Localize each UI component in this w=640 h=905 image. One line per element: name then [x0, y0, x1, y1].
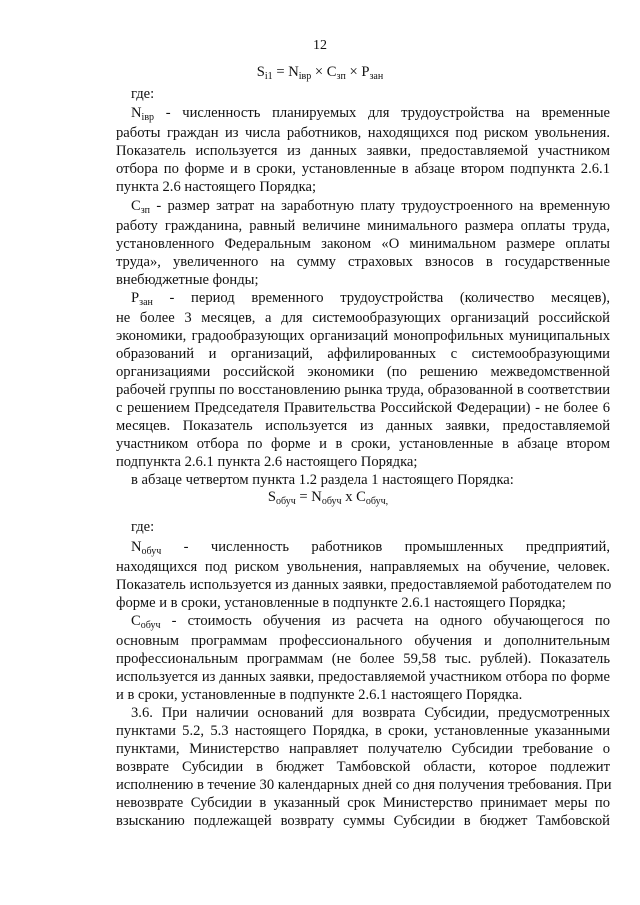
paragraph-line: Показатель используется из данных заявки, предоставляемой участником [116, 143, 610, 159]
paragraph-line: исполнению в течение 30 календарных дней со дня получения требования. При [116, 777, 612, 793]
paragraph-amendment-intro: в абзаце четвертом пункта 1.2 раздела 1 настоящего Порядка: [131, 472, 514, 488]
paragraph-line: образований и организаций, аффилированных с системообразующими [116, 346, 610, 362]
paragraph-line: подпункта 2.6.1 пункта 2.6 настоящего Порядка; [116, 454, 418, 470]
paragraph-line: Показатель используется из данных заявки, предоставляемой работодателем по [116, 577, 612, 593]
paragraph-line: основным программам профессионального обучения и дополнительным [116, 633, 610, 649]
paragraph-line: профессиональным программам (не более 59,58 тыс. рублей). Показатель [116, 651, 610, 667]
paragraph-line: отбора по форме и в сроки, установленные в абзаце втором подпункта 2.6.1 [116, 161, 610, 177]
paragraph-line: форме и в сроки, установленные в подпункте 2.6.1 настоящего Порядка; [116, 595, 566, 611]
paragraph-line: невозврате Субсидии в указанный срок Министерство принимает меры по [116, 795, 610, 811]
paragraph-line: взысканию подлежащей возврату суммы Субсидии в бюджет Тамбовской [116, 813, 610, 829]
paragraph-line: пункта 2.6 настоящего Порядка; [116, 179, 317, 195]
paragraph-line: экономики, градообразующих организаций монопрофильных муниципальных [116, 328, 610, 344]
paragraph-line: и в сроки, установленные в подпункте 2.6.1 настоящего Порядка. [116, 687, 523, 703]
paragraph-line: находящихся под риском увольнения, направляемых на обучение, человек. [116, 559, 610, 575]
paragraph-line: работу гражданина, равный величине минимального размера оплаты труда, [116, 218, 610, 234]
paragraph-line: $C_{обуч}$ - стоимость обучения из расчета на одного обучающегося по [131, 613, 610, 631]
paragraph-line: работы граждан из числа работников, находящихся под риском увольнения. [116, 125, 610, 141]
paragraph-line: $P_{зан}$ - период временного трудоустройства (количество месяцев), [131, 290, 610, 308]
where-label: где: [131, 86, 155, 102]
formula-s-obuch: $S_{обуч} = N_{обуч}$ x $C_{обуч,}$ [267, 489, 389, 507]
paragraph-line: $C_{зп}$ - размер затрат на заработную плату трудоустроенного на временную [131, 198, 610, 216]
paragraph-line: труда», увеличенного на сумму страховых взносов в государственные [116, 254, 610, 270]
paragraph-line: 3.6. При наличии оснований для возврата Субсидии, предусмотренных [131, 705, 610, 721]
paragraph-line: внебюджетные фонды; [116, 272, 259, 288]
paragraph-line: организациями российской экономики (по решению межведомственной [116, 364, 610, 380]
paragraph-line: $N_{обуч}$ - численность работников промышленных предприятий, [131, 539, 610, 557]
paragraph-line: участником отбора по форме и в сроки, установленные в абзаце втором [116, 436, 610, 452]
paragraph-line: возврате Субсидии в бюджет Тамбовской области, которое подлежит [116, 759, 610, 775]
paragraph-line: не более 3 месяцев, а для системообразующих организаций российской [116, 310, 610, 326]
paragraph-line: $N_{iвр}$ - численность планируемых для трудоустройства на временные [131, 105, 610, 123]
formula-s-i1: $S_{i1} = N_{iвр} \times C_{зп} \times P_{зан}$ [256, 64, 384, 82]
paragraph-line: пунктами, Министерство направляет получателю Субсидии требование о [116, 741, 610, 757]
where-label: где: [131, 519, 155, 535]
paragraph-line: установленного Федеральным законом «О минимальном размере оплаты [116, 236, 610, 252]
page-number: 12 [313, 38, 327, 53]
paragraph-line: рабочей группы по восстановлению рынка труда, образованной в соответствии [116, 382, 610, 398]
paragraph-line: используется из данных заявки, предоставляемой участником отбора по форме [116, 669, 610, 685]
paragraph-line: месяцев. Показатель используется из данных заявки, предоставляемой [116, 418, 610, 434]
paragraph-line: пунктами 5.2, 5.3 настоящего Порядка, в сроки, установленные указанными [116, 723, 610, 739]
paragraph-line: с решением Председателя Правительства Российской Федерации) - не более 6 [116, 400, 610, 416]
